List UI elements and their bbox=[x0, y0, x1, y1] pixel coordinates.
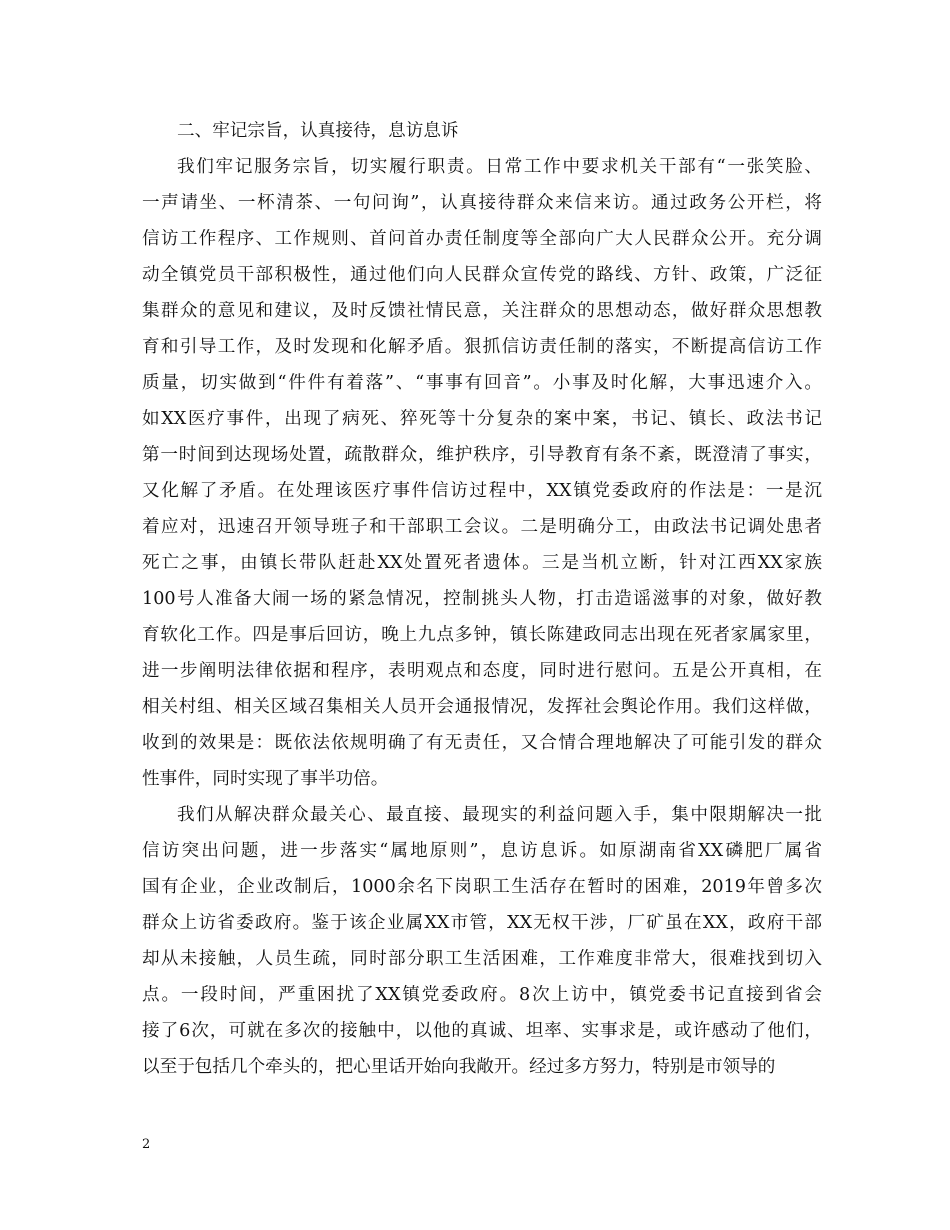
paragraph-line: 却从未接触，人员生疏，同时部分职工生活困难，工作难度非常大，很难找到切入 bbox=[142, 949, 822, 969]
paragraph-line: 100号人准备大闹一场的紧急情况，控制挑头人物，打击造谣滋事的对象，做好教 bbox=[142, 589, 822, 609]
paragraph-line: 育和引导工作，及时发现和化解矛盾。狠抓信访责任制的落实，不断提高信访工作 bbox=[142, 337, 822, 357]
paragraph-line: 性事件，同时实现了事半功倍。 bbox=[142, 769, 389, 789]
paragraph-line: 点。一段时间，严重困扰了XX镇党委政府。8次上访中，镇党委书记直接到省会 bbox=[142, 985, 822, 1005]
document-body bbox=[142, 113, 822, 1085]
paragraph-line: 群众上访省委政府。鉴于该企业属XX市管，XX无权干涉，厂矿虽在XX，政府干部 bbox=[142, 913, 822, 933]
paragraph-line: 接了6次，可就在多次的接触中，以他的真诚、坦率、实事求是，或许感动了他们， bbox=[142, 1021, 822, 1041]
paragraph-line: 又化解了矛盾。在处理该医疗事件信访过程中，XX镇党委政府的作法是：一是沉 bbox=[142, 481, 822, 501]
paragraph-line: 国有企业，企业改制后，1000余名下岗职工生活存在暂时的困难，2019年曾多次 bbox=[142, 877, 822, 897]
paragraph-line: 死亡之事，由镇长带队赶赴XX处置死者遗体。三是当机立断，针对江西XX家族 bbox=[142, 553, 822, 573]
paragraph-line: 动全镇党员干部积极性，通过他们向人民群众宣传党的路线、方针、政策，广泛征 bbox=[142, 265, 822, 285]
paragraph-line: 相关村组、相关区域召集相关人员开会通报情况，发挥社会舆论作用。我们这样做， bbox=[142, 697, 822, 717]
paragraph-line: 第一时间到达现场处置，疏散群众，维护秩序，引导教育有条不紊，既澄清了事实， bbox=[142, 445, 822, 465]
paragraph-line: 集群众的意见和建议，及时反馈社情民意，关注群众的思想动态，做好群众思想教 bbox=[142, 301, 822, 321]
paragraph-line: 以至于包括几个牵头的，把心里话开始向我敞开。经过多方努力，特别是市领导的 bbox=[142, 1057, 776, 1077]
paragraph-line: 我们从解决群众最关心、最直接、最现实的利益问题入手，集中限期解决一批 bbox=[177, 805, 822, 825]
paragraph-line: 我们牢记服务宗旨，切实履行职责。日常工作中要求机关干部有“一张笑脸、 bbox=[177, 157, 822, 177]
paragraph-line: 如XX医疗事件，出现了病死、猝死等十分复杂的案中案，书记、镇长、政法书记 bbox=[142, 409, 822, 429]
paragraph-line: 信访工作程序、工作规则、首问首办责任制度等全部向广大人民群众公开。充分调 bbox=[142, 229, 822, 249]
paragraph-line: 信访突出问题，进一步落实“属地原则”，息访息诉。如原湖南省XX磷肥厂属省 bbox=[142, 841, 822, 861]
paragraph-2 bbox=[142, 797, 822, 1085]
paragraph-line: 收到的效果是：既依法依规明确了有无责任，又合情合理地解决了可能引发的群众 bbox=[142, 733, 822, 753]
paragraph-1 bbox=[142, 149, 822, 797]
page-number: 2 bbox=[142, 1137, 151, 1152]
paragraph-line: 着应对，迅速召开领导班子和干部职工会议。二是明确分工，由政法书记调处患者 bbox=[142, 517, 822, 537]
paragraph-line: 质量，切实做到“件件有着落”、“事事有回音”。小事及时化解，大事迅速介入。 bbox=[142, 373, 822, 393]
paragraph-line: 育软化工作。四是事后回访，晚上九点多钟，镇长陈建政同志出现在死者家属家里， bbox=[142, 625, 822, 645]
paragraph-line: 一声请坐、一杯清茶、一句问询”，认真接待群众来信来访。通过政务公开栏，将 bbox=[142, 193, 822, 213]
section-heading: 二、牢记宗旨，认真接待，息访息诉 bbox=[177, 121, 459, 141]
paragraph-line: 进一步阐明法律依据和程序，表明观点和态度，同时进行慰问。五是公开真相，在 bbox=[142, 661, 822, 681]
